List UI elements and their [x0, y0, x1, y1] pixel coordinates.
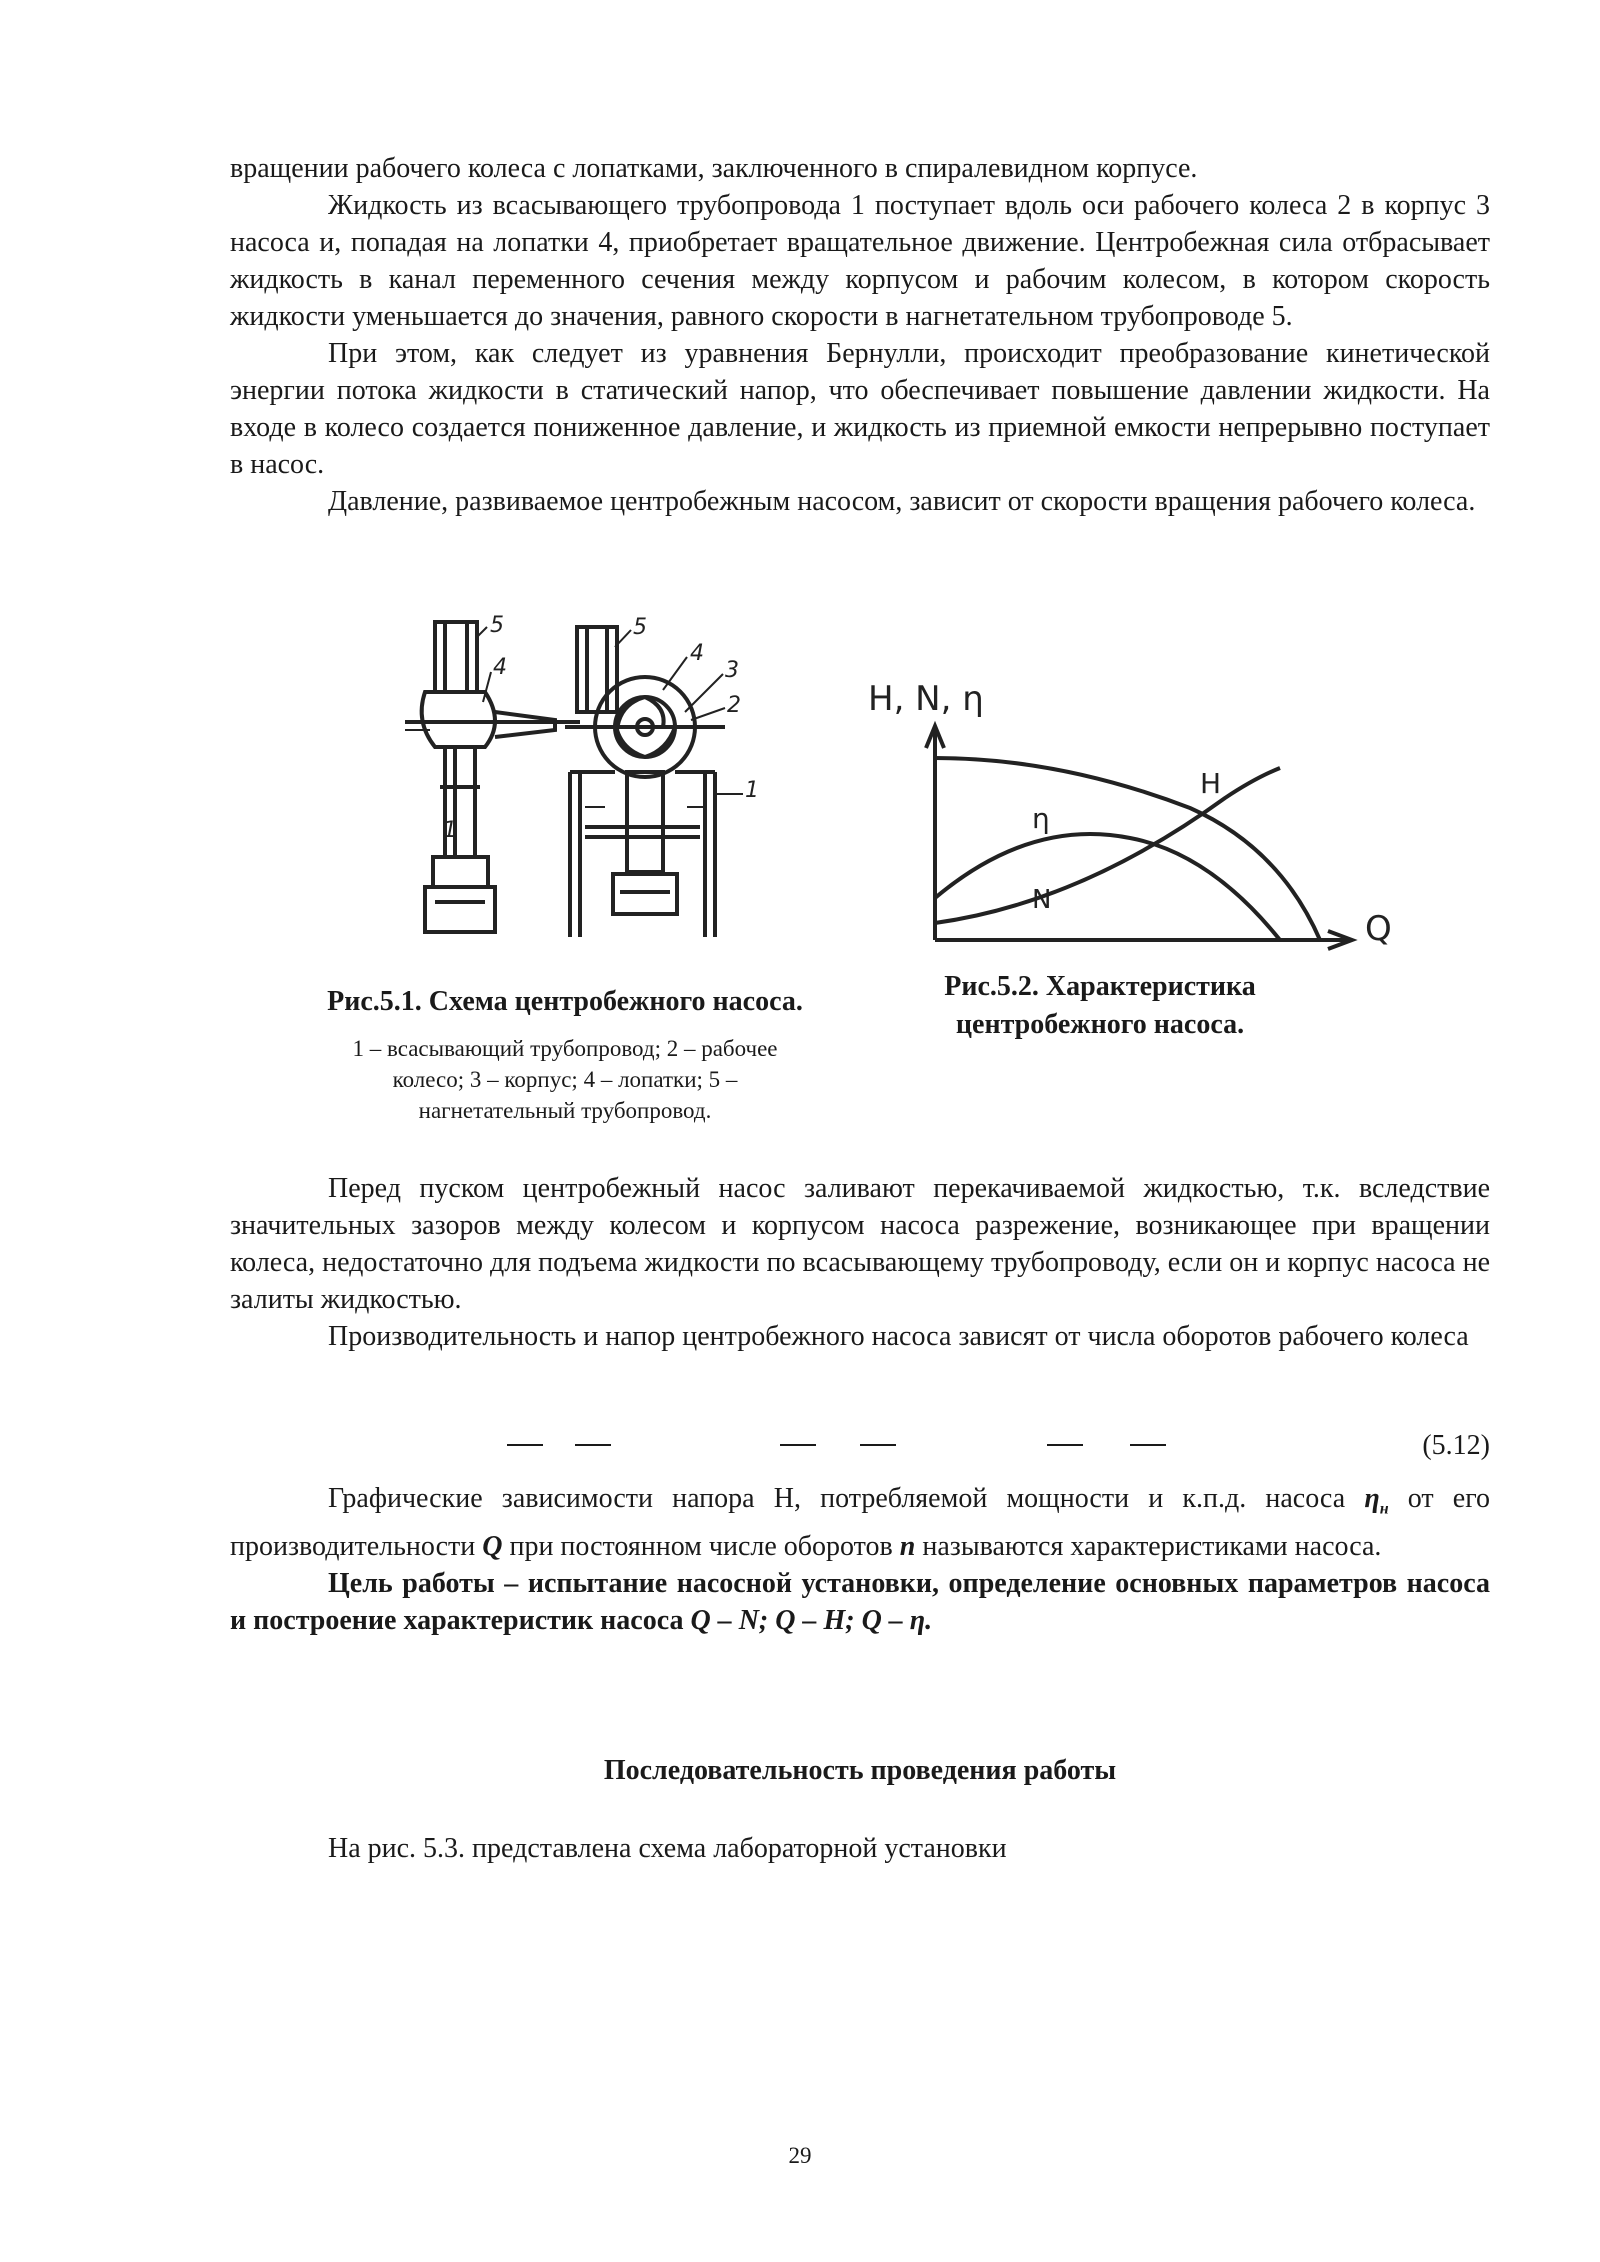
fraction-bar	[1130, 1444, 1166, 1446]
paragraph-2: При этом, как следует из уравнения Бернулли, происходит преобразование кинетической энергии потока жидкости в статический напор, что обеспечивает повышение давлении жидкости. На входе в колесо создается пониженное давление, и жидкость из приемной емкости непрерывно поступает в насос.	[230, 338, 1490, 480]
label-5-left: 5	[490, 613, 504, 638]
section-heading: Последовательность проведения работы	[603, 1755, 1117, 1786]
page-number: 29	[788, 2143, 812, 2168]
equation-number: (5.12)	[1422, 1430, 1490, 1461]
formula-5-12	[230, 1422, 1490, 1472]
intro-text	[230, 150, 1490, 520]
y-axis-label: H, N, η	[868, 679, 984, 719]
eta-subscript: н	[1379, 1500, 1389, 1518]
lower-text	[230, 1480, 1490, 1639]
fraction-bar	[507, 1444, 543, 1446]
final-text	[230, 1830, 1490, 1867]
paragraph-4: Перед пуском центробежный насос заливают перекачиваемой жидкостью, т.к. вследствие значительных зазоров между колесом и корпусом насоса разрежение, возникающее при вращении колеса, недостаточно для подъема жидкости по всасывающему трубопроводу, если он и корпус насоса не залиты жидкостью.	[230, 1173, 1490, 1315]
middle-text	[230, 1170, 1490, 1355]
figure-pump-characteristics	[860, 668, 1392, 958]
eta-symbol: η	[1364, 1483, 1380, 1514]
pump-schematic-drawing	[405, 612, 775, 952]
figure-pump-schematic	[405, 612, 775, 952]
fraction-bar	[575, 1444, 611, 1446]
label-4-right: 4	[690, 641, 704, 666]
paragraph-8: На рис. 5.3. представлена схема лабораторной установки	[328, 1833, 1007, 1864]
fraction-bar	[780, 1444, 816, 1446]
label-2: 2	[727, 693, 741, 718]
paragraph-0: вращении рабочего колеса с лопатками, заключенного в спиралевидном корпусе.	[230, 153, 1198, 184]
caption-figure-5-1	[280, 983, 850, 1126]
series-line-N	[935, 768, 1280, 923]
characteristics-chart	[860, 668, 1392, 958]
characteristics-list: Q – N; Q – H; Q – η.	[690, 1604, 933, 1636]
label-1-right: 1	[745, 778, 759, 803]
paragraph-1: Жидкость из всасывающего трубопровода 1 поступает вдоль оси рабочего колеса 2 в корпус 3 насоса и, попадая на лопатки 4, приобретает вращательное движение. Центробежная сила отбрасывает жидкость в канал переменного сечения между корпусом и рабочим колесом, в котором скорость жидкости уменьшается до значения, равного скорости в нагнетательном трубопроводе 5.	[230, 190, 1490, 332]
label-3: 3	[725, 658, 739, 683]
paragraph-5: Производительность и напор центробежного насоса зависят от числа оборотов рабочего колеса	[328, 1321, 1469, 1352]
series-line-eta	[935, 834, 1280, 940]
paragraph-6: Графические зависимости напора Н, потребляемой мощности и к.п.д. насоса $\eta_н$ от его производительности Q при постоянном числе оборотов n называются характеристиками насоса.	[230, 1483, 1490, 1562]
Q-symbol: Q	[482, 1530, 503, 1562]
paragraph-3: Давление, развиваемое центробежным насосом, зависит от скорости вращения рабочего колеса.	[328, 486, 1476, 517]
figure-5-1-legend: 1 – всасывающий трубопровод; 2 – рабочее колесо; 3 – корпус; 4 – лопатки; 5 – нагнетательный трубопровод.	[352, 1036, 778, 1123]
fraction-bar	[1047, 1444, 1083, 1446]
n-symbol: n	[899, 1530, 916, 1562]
x-axis-label: Q	[1365, 909, 1392, 949]
caption-figure-5-2	[900, 968, 1300, 1044]
series-label-eta: η	[1032, 802, 1050, 835]
paragraph-7-goal: Цель работы – испытание насосной установки, определение основных параметров насоса и построение характеристик насоса Q – N; Q – H; Q – η.	[230, 1567, 1490, 1636]
label-4-left: 4	[493, 655, 507, 680]
figure-5-2-title: Рис.5.2. Характеристика центробежного насоса.	[944, 971, 1256, 1040]
series-label-H: H	[1200, 767, 1222, 800]
series-label-N: N	[1032, 885, 1052, 915]
figure-5-1-title: Рис.5.1. Схема центробежного насоса.	[327, 986, 803, 1017]
label-1-left: 1	[443, 818, 457, 843]
fraction-bar	[860, 1444, 896, 1446]
label-5-right: 5	[633, 615, 647, 640]
